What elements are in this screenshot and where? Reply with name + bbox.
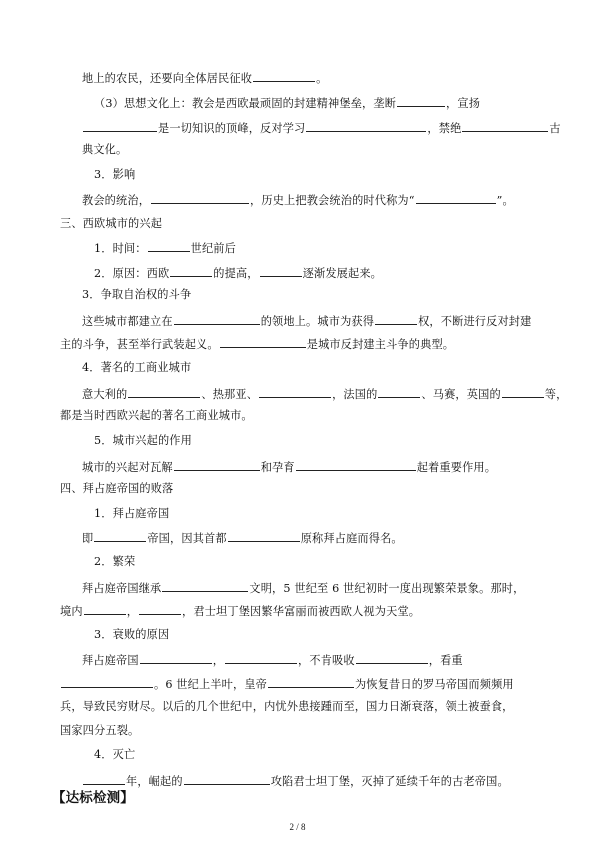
fill-in-blank[interactable]	[253, 70, 315, 82]
text-line	[94, 265, 382, 281]
text-line	[60, 409, 253, 423]
fill-in-blank[interactable]	[139, 603, 181, 615]
text-line	[94, 240, 236, 256]
line-text: 和孕育	[260, 461, 295, 474]
line-text: 是城市反封建主斗争的典型。	[306, 338, 455, 351]
line-text: 这些城市都建立在	[82, 315, 173, 328]
line-text: ，宣扬	[446, 97, 481, 110]
fill-in-blank[interactable]	[61, 676, 153, 688]
line-text: ，禁绝	[427, 122, 462, 135]
fill-in-blank[interactable]	[83, 120, 157, 132]
fill-in-blank[interactable]	[306, 120, 426, 132]
text-line	[94, 507, 169, 521]
text-line	[94, 555, 135, 569]
line-text: 世纪前后	[190, 242, 236, 255]
line-text: 意大利的	[82, 388, 128, 401]
line-text: 3．争取自治权的斗争	[82, 288, 192, 301]
line-text: 城市的兴起对瓦解	[82, 461, 173, 474]
line-text: 1．拜占庭帝国	[94, 507, 170, 520]
fill-in-blank[interactable]	[83, 773, 125, 785]
line-text: 。	[316, 72, 328, 85]
text-line	[60, 676, 514, 692]
line-text: 的提高，	[213, 267, 259, 280]
line-text: 地上的农民，还要向全体居民征收	[82, 72, 253, 85]
line-text: 逐渐发展起来。	[302, 267, 383, 280]
text-line	[82, 386, 567, 402]
line-text: ，历史上把教会统治的时代称为“	[250, 194, 415, 207]
text-line	[82, 773, 509, 789]
fill-in-blank[interactable]	[170, 265, 212, 277]
line-text: 2．繁荣	[94, 555, 136, 568]
line-text: ，看重	[428, 654, 463, 667]
line-text: 的领地上。城市为获得	[260, 315, 375, 328]
text-line	[82, 652, 463, 668]
line-text: ，	[126, 605, 139, 618]
text-line	[94, 434, 192, 448]
fill-in-blank[interactable]	[140, 652, 212, 664]
line-text: ，不肯吸收	[298, 654, 355, 667]
line-text: 兵，导致民穷财尽。以后的几个世纪中，内忧外患接踵而至，国力日渐衰落，领土被蚕食，	[60, 700, 514, 713]
line-text: 4．著名的工商业城市	[82, 361, 192, 374]
text-line	[60, 336, 454, 352]
fill-in-blank[interactable]	[220, 336, 306, 348]
line-text: ，	[212, 654, 225, 667]
fill-in-blank[interactable]	[128, 386, 200, 398]
line-text: （3）思想文化上：教会是西欧最顽固的封建精神堡垒，垄断	[94, 97, 397, 110]
line-text: 境内	[60, 605, 83, 618]
fill-in-blank[interactable]	[416, 192, 496, 204]
line-text: 即	[82, 532, 94, 545]
fill-in-blank[interactable]	[174, 313, 260, 325]
fill-in-blank[interactable]	[84, 603, 126, 615]
fill-in-blank[interactable]	[378, 386, 420, 398]
text-line	[82, 70, 327, 86]
fill-in-blank[interactable]	[375, 313, 417, 325]
line-text: 等，	[544, 388, 568, 401]
fill-in-blank[interactable]	[151, 192, 249, 204]
text-line	[60, 217, 162, 231]
fill-in-blank[interactable]	[184, 773, 270, 785]
fill-in-blank[interactable]	[225, 652, 297, 664]
fill-in-blank[interactable]	[356, 652, 428, 664]
text-line	[60, 603, 420, 619]
section-heading: 【达标检测】	[52, 790, 134, 806]
text-line	[82, 313, 531, 329]
text-line	[82, 459, 496, 475]
fill-in-blank[interactable]	[228, 530, 300, 542]
line-text: 4．灭亡	[94, 748, 136, 761]
line-text: 四、拜占庭帝国的败落	[60, 482, 174, 495]
line-text: 文明，5 世纪至 6 世纪初时一度出现繁荣景象。那时，	[249, 582, 525, 595]
text-line	[82, 143, 127, 157]
text-line	[82, 288, 191, 302]
line-text: 原称拜占庭而得名。	[300, 532, 403, 545]
line-text: 攻陷君士坦丁堡，灭掉了延续千年的古老帝国。	[270, 775, 509, 788]
line-text: 教会的统治，	[82, 194, 151, 207]
line-text: 。6 世纪上半叶，皇帝	[154, 678, 268, 691]
fill-in-blank[interactable]	[397, 95, 445, 107]
text-line	[82, 192, 514, 208]
fill-in-blank[interactable]	[462, 120, 548, 132]
line-text: 起着重要作用。	[416, 461, 497, 474]
line-text: 国家四分五裂。	[60, 724, 140, 737]
line-text: ，君士坦丁堡因繁华富丽而被西欧人视为天堂。	[182, 605, 421, 618]
text-line	[82, 120, 561, 136]
line-text: 典文化。	[82, 143, 128, 156]
line-text: 、马赛，英国的	[421, 388, 501, 401]
page-number: 2 / 8	[289, 822, 306, 832]
line-text: 拜占庭帝国	[82, 654, 139, 667]
line-text: 3．影响	[94, 168, 136, 181]
text-line	[94, 95, 480, 111]
text-line	[82, 530, 403, 546]
text-line	[94, 628, 169, 642]
text-line	[82, 361, 191, 375]
line-text: 古	[549, 122, 561, 135]
line-text: 年，崛起的	[126, 775, 183, 788]
line-text: 是一切知识的顶峰，反对学习	[158, 122, 306, 135]
line-text: 三、西欧城市的兴起	[60, 217, 163, 230]
fill-in-blank[interactable]	[162, 580, 248, 592]
text-line	[60, 700, 514, 714]
line-text: 为恢复昔日的罗马帝国而频频用	[355, 678, 514, 691]
text-line	[82, 580, 524, 596]
text-line	[60, 724, 139, 738]
line-text: 拜占庭帝国继承	[82, 582, 162, 595]
text-line	[94, 748, 135, 762]
line-text: 、热那亚、	[201, 388, 259, 401]
fill-in-blank[interactable]	[296, 459, 416, 471]
fill-in-blank[interactable]	[260, 265, 302, 277]
fill-in-blank[interactable]	[148, 240, 190, 252]
text-line	[60, 482, 173, 496]
line-text: 2．原因：西欧	[94, 267, 170, 280]
fill-in-blank[interactable]	[174, 459, 260, 471]
line-text: 帝国，因其首都	[147, 532, 227, 545]
line-text: 5．城市兴起的作用	[94, 434, 192, 447]
fill-in-blank[interactable]	[502, 386, 544, 398]
line-text: 都是当时西欧兴起的著名工商业城市。	[60, 409, 253, 422]
line-text: 1．时间：	[94, 242, 147, 255]
line-text: 权，不断进行反对封建	[418, 315, 532, 328]
fill-in-blank[interactable]	[94, 530, 146, 542]
fill-in-blank[interactable]	[268, 676, 354, 688]
line-text: 3．衰败的原因	[94, 628, 170, 641]
line-text: ，法国的	[332, 388, 378, 401]
fill-in-blank[interactable]	[259, 386, 331, 398]
text-line	[94, 168, 135, 182]
line-text: 主的斗争，甚至举行武装起义。	[60, 338, 219, 351]
line-text: ”。	[496, 194, 514, 207]
